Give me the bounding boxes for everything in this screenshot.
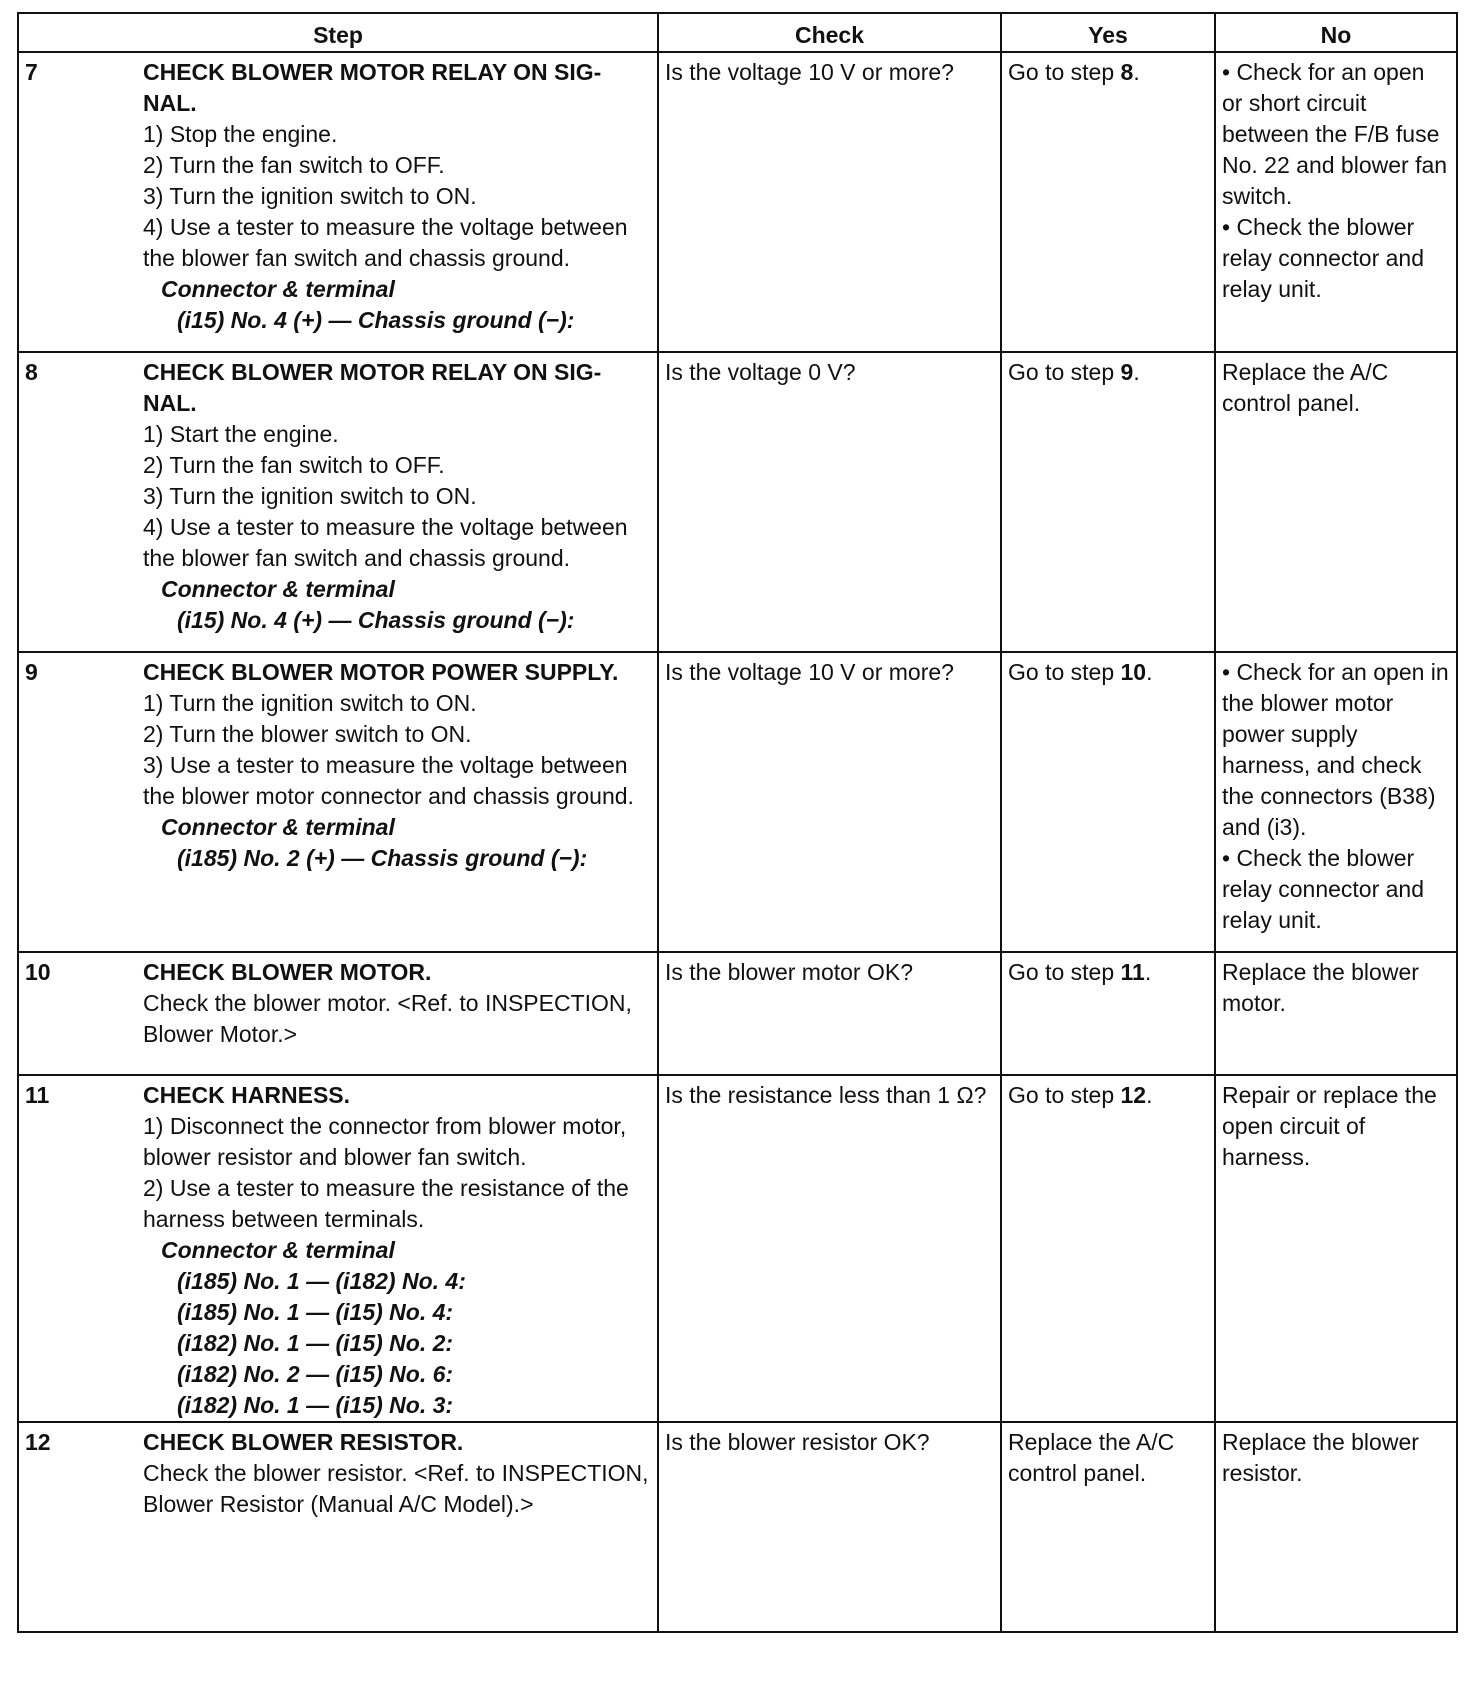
step-title: CHECK BLOWER MOTOR RELAY ON SIG- NAL. — [143, 359, 602, 416]
step-number: 7 — [25, 59, 38, 85]
step-number: 8 — [25, 359, 38, 385]
no-cell: Replace the blower motor. — [1215, 952, 1457, 1075]
connector-terminal-spec: (i185) No. 2 (+) — Chassis ground (−): — [177, 845, 588, 871]
step-cell — [18, 1075, 658, 1422]
step-instruction: 2) Turn the blower switch to ON. — [143, 721, 472, 747]
step-instruction: 2) Turn the fan switch to OFF. — [143, 452, 445, 478]
no-cell: Repair or replace the open circuit of harness. — [1215, 1075, 1457, 1422]
step-instruction: 3) Turn the ignition switch to ON. — [143, 183, 477, 209]
table-body — [18, 52, 1457, 1632]
connector-terminal-spec: (i15) No. 4 (+) — Chassis ground (−): — [177, 307, 575, 333]
check-cell: Is the resistance less than 1 Ω? — [658, 1075, 1001, 1422]
step-body — [143, 1423, 657, 1520]
header-check: Check — [658, 13, 1001, 52]
check-cell: Is the blower motor OK? — [658, 952, 1001, 1075]
connector-terminal-spec: (i182) No. 1 — (i15) No. 3: — [177, 1392, 454, 1418]
step-instruction: 3) Use a tester to measure the voltage between the blower motor connector and chassis ground. — [143, 752, 634, 809]
step-number: 9 — [25, 659, 38, 685]
step-title: CHECK BLOWER MOTOR POWER SUPPLY. — [143, 659, 619, 685]
step-instruction: Check the blower resistor. <Ref. to INSPECTION, Blower Resistor (Manual A/C Model).> — [143, 1460, 649, 1517]
connector-terminal-label: Connector & terminal — [161, 814, 395, 840]
yes-suffix: . — [1146, 1082, 1153, 1108]
step-instruction: 2) Turn the fan switch to OFF. — [143, 152, 445, 178]
no-cell: Replace the A/C control panel. — [1215, 352, 1457, 652]
yes-suffix: . — [1133, 59, 1140, 85]
table-row — [18, 352, 1457, 652]
step-title: CHECK BLOWER MOTOR. — [143, 959, 432, 985]
connector-terminal-spec: (i185) No. 1 — (i182) No. 4: — [177, 1268, 466, 1294]
step-instruction: 2) Use a tester to measure the resistance of the harness between terminals. — [143, 1175, 629, 1232]
step-instruction: 3) Turn the ignition switch to ON. — [143, 483, 477, 509]
header-step: Step — [18, 13, 658, 52]
yes-step-number: 12 — [1120, 1082, 1147, 1108]
connector-terminal-spec: (i182) No. 1 — (i15) No. 2: — [177, 1330, 454, 1356]
yes-step-number: 11 — [1120, 959, 1145, 985]
step-number: 10 — [25, 959, 51, 985]
header-yes: Yes — [1001, 13, 1215, 52]
diagnostic-table — [17, 12, 1458, 1633]
step-title: CHECK BLOWER RESISTOR. — [143, 1429, 464, 1455]
yes-step-number: 9 — [1120, 359, 1134, 385]
step-title: CHECK HARNESS. — [143, 1082, 351, 1108]
step-cell — [18, 952, 658, 1075]
yes-cell — [1001, 652, 1215, 952]
yes-suffix: . — [1144, 959, 1152, 985]
yes-cell — [1001, 352, 1215, 652]
step-cell — [18, 52, 658, 352]
check-cell: Is the blower resistor OK? — [658, 1422, 1001, 1632]
step-body — [143, 653, 657, 874]
yes-step-number: 10 — [1120, 659, 1147, 685]
check-cell: Is the voltage 10 V or more? — [658, 652, 1001, 952]
header-no: No — [1215, 13, 1457, 52]
step-instruction: 1) Turn the ignition switch to ON. — [143, 690, 477, 716]
yes-suffix: . — [1133, 359, 1140, 385]
table-row — [18, 1422, 1457, 1632]
table-row — [18, 1075, 1457, 1422]
connector-terminal-label: Connector & terminal — [161, 276, 395, 302]
step-body — [143, 53, 657, 336]
no-cell: Replace the blower resistor. — [1215, 1422, 1457, 1632]
step-instruction: 1) Disconnect the connector from blower motor, blower resistor and blower fan switch. — [143, 1113, 627, 1170]
step-instruction: 4) Use a tester to measure the voltage between the blower fan switch and chassis ground. — [143, 514, 628, 571]
step-body — [143, 353, 657, 636]
connector-terminal-label: Connector & terminal — [161, 576, 395, 602]
yes-step-number: 8 — [1120, 59, 1134, 85]
yes-suffix: . — [1146, 659, 1153, 685]
step-instruction: 4) Use a tester to measure the voltage between the blower fan switch and chassis ground. — [143, 214, 628, 271]
step-title: CHECK BLOWER MOTOR RELAY ON SIG- NAL. — [143, 59, 602, 116]
table-row — [18, 52, 1457, 352]
yes-cell — [1001, 1075, 1215, 1422]
step-cell — [18, 352, 658, 652]
connector-terminal-label: Connector & terminal — [161, 1237, 395, 1263]
connector-terminal-spec: (i182) No. 2 — (i15) No. 6: — [177, 1361, 454, 1387]
yes-text: Go to step — [1008, 59, 1121, 85]
yes-cell — [1001, 52, 1215, 352]
step-instruction: 1) Stop the engine. — [143, 121, 338, 147]
step-body — [143, 953, 657, 1050]
connector-terminal-spec: (i185) No. 1 — (i15) No. 4: — [177, 1299, 454, 1325]
yes-text: Go to step — [1008, 659, 1121, 685]
step-instruction: Check the blower motor. <Ref. to INSPECTION, Blower Motor.> — [143, 990, 632, 1047]
yes-cell — [1001, 952, 1215, 1075]
yes-text: Go to step — [1008, 1082, 1121, 1108]
table-row — [18, 952, 1457, 1075]
connector-terminal-spec: (i15) No. 4 (+) — Chassis ground (−): — [177, 607, 575, 633]
check-cell: Is the voltage 10 V or more? — [658, 52, 1001, 352]
step-body — [143, 1076, 657, 1421]
header-row — [18, 13, 1457, 52]
step-number: 12 — [25, 1429, 51, 1455]
no-cell: • Check for an open in the blower motor power supply harness, and check the connectors (B38) and (i3). • Check the blower relay connector and relay unit. — [1215, 652, 1457, 952]
check-cell: Is the voltage 0 V? — [658, 352, 1001, 652]
yes-text: Replace the A/C control panel. — [1008, 1429, 1175, 1486]
yes-text: Go to step — [1008, 959, 1121, 985]
yes-cell — [1001, 1422, 1215, 1632]
no-cell: • Check for an open or short circuit between the F/B fuse No. 22 and blower fan switch. • Check the blower relay connector and relay unit. — [1215, 52, 1457, 352]
table-row — [18, 652, 1457, 952]
step-cell — [18, 652, 658, 952]
step-number: 11 — [25, 1082, 50, 1108]
yes-text: Go to step — [1008, 359, 1121, 385]
step-cell — [18, 1422, 658, 1632]
step-instruction: 1) Start the engine. — [143, 421, 339, 447]
